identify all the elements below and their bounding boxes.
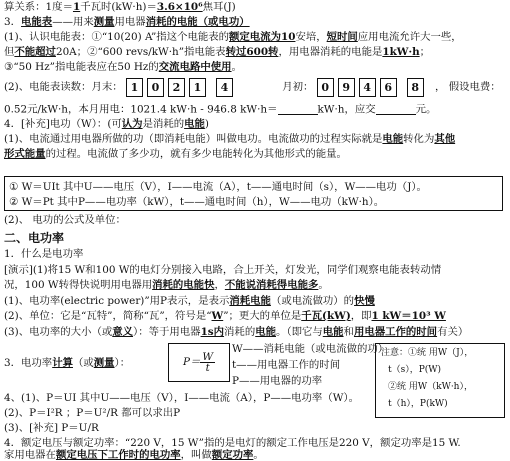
formula-row: ① W＝UIt 其中U——电压（V），I——电流（A），t——通电时间（s），W——电功（J）。 bbox=[9, 181, 427, 193]
line-rated: 4．额定电压与额定功率：“220 V，15 W”指的是电灯的额定工作电压是220 V，额定功率是15 W. bbox=[4, 437, 461, 449]
reading-start-digits bbox=[317, 81, 431, 93]
digit: 4 bbox=[216, 78, 233, 97]
digit: 1 bbox=[189, 78, 206, 97]
line-work-formula-caption: (2)、 电功的公式及单位： bbox=[4, 214, 126, 226]
line-power-i2r: (2)、P＝I²R ；P＝U²/R 都可以求出P bbox=[4, 407, 181, 419]
digit: 4 bbox=[359, 78, 376, 97]
line-power-calc: 3．电功率计算（或测量）： bbox=[4, 357, 131, 369]
work-formula-box bbox=[4, 176, 503, 211]
line-meter-reading: (2)、电能表读数：月末： 1 0 2 1 4 月初： 0 9 4 6 8 ， 假设电费： bbox=[4, 77, 501, 98]
line-power-ui: 4、(1)、P＝UI 其中U——电压（V），I——电流（A），P——电功率（W）。 bbox=[4, 392, 359, 404]
line-work-definition-cont: 形式能量的过程。电流做了多少功，就有多少电能转化为其他形式的能量。 bbox=[4, 148, 347, 160]
power-formula-box: P＝ $\frac{W}{t}$ bbox=[168, 343, 230, 382]
line-power-definition: (1)、电功率(electric power)”用P表示，是表示消耗电能（或电流做功）的快慢 bbox=[4, 295, 375, 307]
formula-row: ② W＝Pt 其中P——电功率（kW），t——通电时间（h），W——电功（kW·h）。 bbox=[9, 196, 385, 208]
line-work-definition: (1)、电流通过用电器所做的功（即消耗电能）叫做电功。电流做功的过程实际就是电能转化为其他 bbox=[4, 133, 456, 145]
fraction: $\frac{W}{t}$ bbox=[202, 350, 214, 374]
answer-blank bbox=[376, 104, 416, 115]
line-work-heading: 4．[补充]电功（W）：(可认为是消耗的电能) bbox=[4, 118, 209, 130]
line-meter-definition: 3．电能表——用来测量用电器消耗的电能（或电功） bbox=[4, 16, 250, 28]
line-demo: [演示](1)将15 W和100 W的电灯分别接入电路，合上开关，灯发光，同学们观察电能表转动情 bbox=[4, 264, 442, 276]
legend-p: P——用电器的功率 bbox=[232, 375, 323, 387]
digit: 0 bbox=[317, 78, 334, 97]
digit: 9 bbox=[338, 78, 355, 97]
line-power-supplement: (3)、[补充] P＝U/R bbox=[4, 422, 99, 434]
digit: 8 bbox=[407, 78, 424, 97]
line-unit-relation: 算关系：1度＝1千瓦时(kW·h)＝3.6×10⁶焦耳(J) bbox=[4, 1, 236, 13]
section-heading: 二、电功率 bbox=[4, 231, 65, 245]
digit: 2 bbox=[168, 78, 185, 97]
line-power-meaning: (3)、电功率的大小（或意义）：等于用电器1s内消耗的电能。（即它与电能和用电器工作的时间有关） bbox=[4, 326, 469, 338]
answer-blank bbox=[278, 104, 318, 115]
digit: 0 bbox=[147, 78, 164, 97]
digit: 6 bbox=[380, 78, 397, 97]
digit: 1 bbox=[126, 78, 143, 97]
legend-w: W——消耗电能（或电流做的功） bbox=[232, 343, 389, 355]
reading-end-digits bbox=[126, 81, 240, 93]
legend-t: t——用电器工作的时间 bbox=[232, 359, 341, 371]
line-usage: 0.52元/kW·h，本月用电：1021.4 kW·h - 946.8 kW·h＝ kW·h，应交 元。 bbox=[4, 103, 437, 116]
line-demo-cont: 况，100 W转得快说明用电器用消耗的电能快，不能说消耗得电能多。 bbox=[4, 279, 329, 291]
note-box: 注意：①统 用W（J）， t（s），P(W) ②统 用W（kW·h）， t（h），P(kW) bbox=[375, 343, 505, 418]
line-rated-cont: 家用电器在额定电压下工作时的电功率，叫做额定功率。 bbox=[4, 449, 264, 461]
line-subheading: 1．什么是电功率 bbox=[4, 248, 84, 260]
line-meter-frequency: ③“50 Hz”指电能表应在50 Hz的交流电路中使用。 bbox=[4, 61, 242, 73]
line-power-unit: (2)、单位：它是“瓦特”，简称“瓦”，符号是“W”；更大的单位是千瓦(kW)，即1 kW＝10³ W bbox=[4, 310, 446, 322]
line-meter-revs: 但不能超过20A；②“600 revs/kW·h”指电能表转过600转，用电器消耗的电能是1kW·h； bbox=[4, 46, 431, 58]
line-meter-rating: (1)、认识电能表：①“10(20) A”指这个电能表的额定电流为10安培，短时间应用电流允许大一些， bbox=[4, 31, 462, 43]
